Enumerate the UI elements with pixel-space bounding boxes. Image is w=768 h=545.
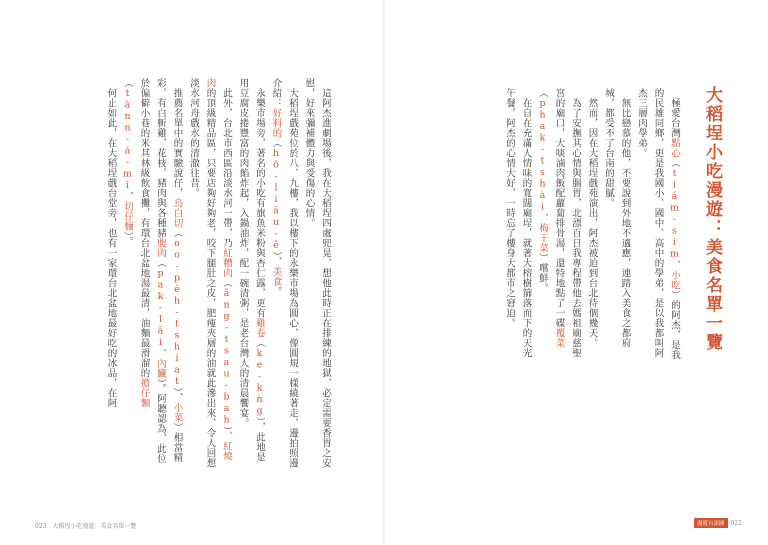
right-page	[384, 0, 768, 545]
right-page-footer	[694, 518, 742, 528]
article-title: 大稻埕小吃漫遊：美食名單一覽	[702, 86, 722, 352]
text-run: 、	[155, 348, 166, 359]
paragraph	[119, 78, 185, 468]
text-run: （	[155, 258, 166, 268]
paragraph	[234, 78, 267, 468]
highlighted-term: 雞卷	[254, 317, 265, 338]
text-run: 、	[669, 259, 680, 270]
paragraph	[300, 78, 333, 468]
text-run: 無比戀慕的他，不要說到外地不適應，連踏入美食之都府城，都受不了台南的甜膩。	[603, 88, 631, 348]
text-run: 、	[537, 213, 548, 223]
highlighted-term: 美食	[270, 266, 282, 287]
highlighted-term: 紅燒肉	[204, 78, 232, 461]
highlighted-term: pak-lāi	[155, 268, 166, 349]
text-run: （	[537, 88, 548, 98]
highlighted-term: 腹肉	[155, 238, 166, 258]
highlighted-term: oo-pe̍h-tshiat	[171, 237, 183, 387]
text-run: （	[669, 157, 680, 168]
left-page-footer	[35, 521, 136, 530]
paragraph	[267, 78, 300, 468]
highlighted-term: 切仔麵	[122, 201, 133, 232]
paragraph	[583, 88, 600, 364]
text-run: ）相當精彩，有白斬雞，花枝，豬肉與各種豬	[155, 78, 183, 463]
highlighted-term: 小吃	[669, 269, 680, 290]
text-run: （	[254, 337, 265, 348]
paragraph	[185, 78, 235, 468]
right-page-number: 022	[730, 519, 742, 527]
left-page-number: 023	[35, 523, 47, 530]
highlighted-term: tiám-sim	[669, 167, 680, 260]
text-run: 。	[270, 286, 282, 297]
text-run: ）。	[122, 231, 133, 247]
text-run: ）嚐鮮。	[537, 253, 548, 293]
highlighted-term: 烏白切	[171, 197, 183, 228]
highlighted-term: 內臟	[155, 358, 166, 379]
text-run: ）的阿杰，是我的民雄同鄉，更是我國小、國中、高中的學弟，是以我都叫阿杰三層肉學弟。	[636, 88, 680, 360]
text-run: 大稻埕戲苑位於八、九樓，我以樓下的永樂市場為圓心，像圓規一樣繞著走，邊拍照邊介紹：	[270, 78, 298, 468]
highlighted-term: 好料的	[270, 108, 282, 138]
text-run: （	[221, 277, 232, 288]
text-run: 何止如此，在大稻埕戲台堂旁，也有一家環台北盆地最好吃的冰品，在阿	[105, 87, 117, 408]
text-run: （	[270, 138, 282, 148]
text-run: ）。阿聽認為，此位於偏僻小巷的米其林級飲食攤，有環台北盆地湯最清，油麵最滑溜的	[138, 78, 166, 464]
paragraph	[633, 88, 683, 364]
text-run: ，	[122, 191, 133, 202]
highlighted-term: 小菜	[171, 402, 183, 423]
right-page-body	[470, 88, 682, 364]
paragraph	[501, 88, 534, 364]
text-run: ），此地是用豆腐皮捲豐富的肉餡炸起，入鍋油炸，配一碗清粥，是老台灣人的清晨饗宴。	[237, 78, 265, 462]
left-page-running-title: 大稻埕小吃漫遊：美食名單一覽	[52, 523, 137, 530]
highlighted-term: phak-tshài	[537, 98, 548, 213]
text-run: （	[171, 227, 183, 238]
text-run: （	[122, 78, 133, 88]
text-run: ）、	[171, 387, 183, 403]
highlighted-term: 紅糟肉	[221, 247, 232, 278]
paragraph	[600, 88, 633, 364]
section-badge: 漫遊台語圖	[694, 518, 728, 528]
text-run: 然而，因在大稻埕戲苑演出，阿杰被迫到台北待個幾天。	[586, 97, 598, 348]
text-run: 永樂市場旁，著名的小吃有旗魚米粉與杏仁露，更有	[254, 87, 265, 318]
text-run: ）、	[270, 251, 282, 267]
text-run: 極愛台灣	[669, 97, 680, 138]
highlighted-term: 點心	[669, 137, 680, 158]
paragraph	[102, 78, 119, 468]
paragraph	[534, 88, 584, 364]
text-run: 為了安撫其心情與腸胃，北漂百日我專程帶他去媽祖廟慈聖宮的廟口，大啖滷肉飯配蘿蔔排骨湯，還特地點了一碟	[553, 88, 581, 358]
highlighted-term: âng-tsau-bah	[221, 287, 232, 426]
text-run: 在自在充滿人情味的寬闊廟埕，就著大榕樹篩落而下的天光午餐，阿杰的心情大好，一時忘了樓身大都市之窘迫。	[504, 88, 532, 358]
highlighted-term: 梅干菜	[537, 223, 548, 253]
text-run: ）、	[221, 425, 232, 441]
text-run: 此外，台北市西區沿淡水河一帶，乃	[221, 87, 232, 248]
highlighted-term: 擔仔麵	[138, 378, 150, 408]
text-run: 的頂級精品區，只要店夠好夠老，咬下腿肚之皮，肥瘦夾層的油就此滲出來，令人回想淡水河舟戲水的清澈往昔。	[188, 78, 216, 468]
text-run: 這阿杰進劇場後，我在大稻埕四處兜晃，想他此時正在排練的地獄，必定需要香胃之安慰，好來彌補體力與受傷的心情。	[303, 78, 331, 468]
left-page-body	[38, 78, 333, 468]
highlighted-term: hó-liāu-ê	[270, 148, 282, 252]
text-run: 推薦名單中的實驗說仔，	[171, 87, 183, 198]
highlighted-term: ke-kǹg	[254, 347, 265, 417]
highlighted-term: 覆菜	[553, 328, 565, 348]
highlighted-term: tànn-á-mī	[122, 88, 133, 192]
